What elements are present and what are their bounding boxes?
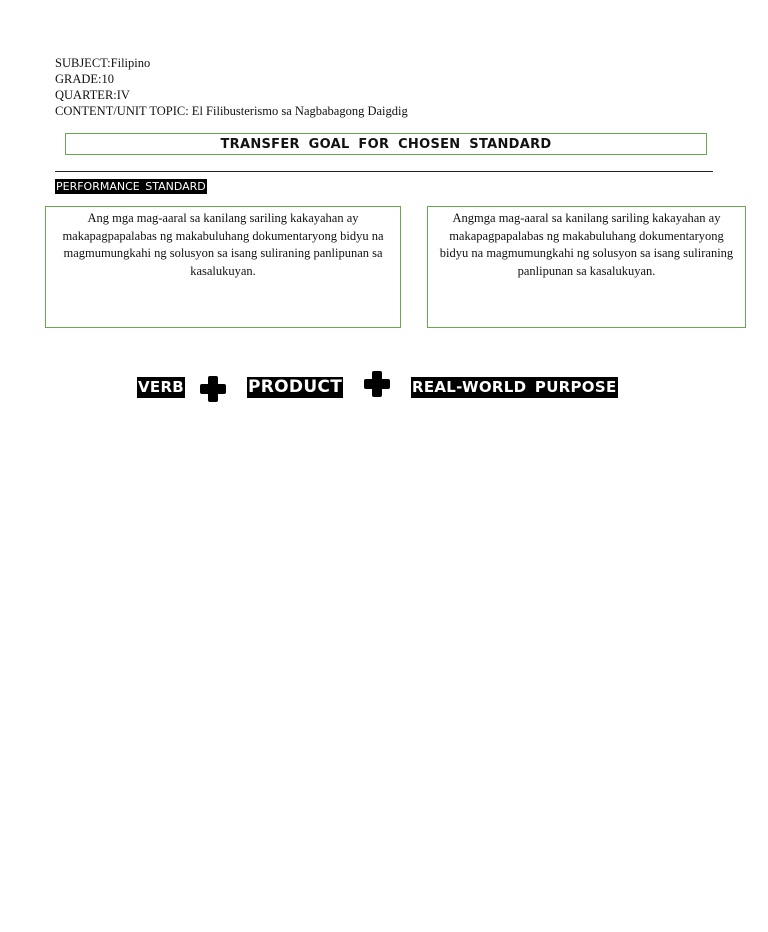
grade-line: GRADE:10	[55, 72, 115, 86]
document-header	[55, 55, 408, 119]
verb-label: VERB	[138, 378, 185, 396]
plus-icon	[200, 376, 226, 402]
performance-standard-box-left: Ang mga mag-aaral sa kanilang sariling kakayahan ay makapagpapalabas ng makabuluhang dokumentaryong bidyu na magmumungkahi ng solusyon sa isang suliraning panlipunan sa kasalukuyan.	[45, 206, 401, 328]
topic-line: CONTENT/UNIT TOPIC: El Filibusterismo sa Nagbabagong Daigdig	[55, 104, 408, 118]
horizontal-divider	[55, 171, 713, 172]
performance-standard-label: PERFORMANCE STANDARD	[56, 180, 206, 193]
subject-line: SUBJECT:Filipino	[55, 56, 151, 70]
performance-standard-box-right: Angmga mag-aaral sa kanilang sariling kakayahan ay makapagpapalabas ng makabuluhang dokumentaryong bidyu na magmumungkahi ng solusyon sa isang suliraning panlipunan sa kasalukuyan.	[427, 206, 746, 328]
real-world-purpose-label: REAL-WORLD PURPOSE	[412, 378, 617, 396]
transfer-goal-formula	[0, 374, 768, 402]
transfer-goal-title: TRANSFER GOAL FOR CHOSEN STANDARD	[65, 133, 707, 155]
quarter-line: QUARTER:IV	[55, 88, 130, 102]
plus-icon	[364, 371, 390, 397]
product-label: PRODUCT	[248, 377, 343, 397]
